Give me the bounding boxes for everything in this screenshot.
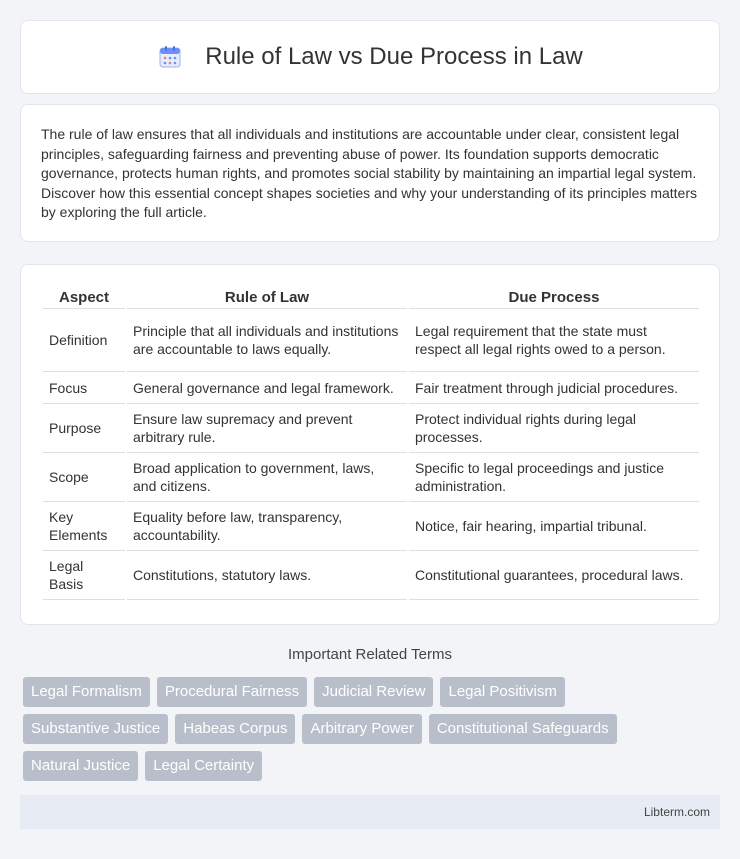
related-term-tag[interactable]: Substantive Justice [23,714,168,744]
intro-card [20,104,720,242]
due-process-cell: Legal requirement that the state must respect all legal rights owed to a person. [409,309,699,372]
header-aspect: Aspect [43,285,125,309]
related-term-tag[interactable]: Legal Positivism [440,677,564,707]
rule-of-law-cell: Ensure law supremacy and prevent arbitrary rule. [127,404,407,453]
table-row [43,502,699,551]
related-term-tag[interactable]: Judicial Review [314,677,433,707]
aspect-cell: Definition [43,309,125,372]
table-row [43,551,699,600]
rule-of-law-cell: Equality before law, transparency, accountability. [127,502,407,551]
aspect-cell: Focus [43,372,125,404]
footer-link[interactable]: Libterm.com [643,805,710,819]
aspect-cell: Legal Basis [43,551,125,600]
due-process-cell: Notice, fair hearing, impartial tribunal. [409,502,699,551]
due-process-cell: Fair treatment through judicial procedures. [409,372,699,404]
aspect-cell: Purpose [43,404,125,453]
comparison-card [20,264,720,625]
title-card [20,20,720,94]
due-process-cell: Constitutional guarantees, procedural laws. [409,551,699,600]
table-row [43,404,699,453]
due-process-cell: Protect individual rights during legal processes. [409,404,699,453]
related-term-tag[interactable]: Habeas Corpus [175,714,295,744]
related-term-tag[interactable]: Legal Formalism [23,677,150,707]
calendar-icon [157,44,183,70]
aspect-cell: Key Elements [43,502,125,551]
rule-of-law-cell: Broad application to government, laws, and citizens. [127,453,407,502]
page-title: Rule of Law vs Due Process in Law [205,43,583,70]
related-term-tag[interactable]: Legal Certainty [145,751,262,781]
related-term-tag[interactable]: Arbitrary Power [302,714,421,744]
footer [20,795,720,829]
table-row [43,372,699,404]
related-terms-list [23,677,723,788]
related-terms-title: Important Related Terms [288,646,452,663]
table-row [43,309,699,372]
rule-of-law-cell: General governance and legal framework. [127,372,407,404]
table-header-row [43,285,699,309]
table-row [43,453,699,502]
related-term-tag[interactable]: Natural Justice [23,751,138,781]
related-term-tag[interactable]: Constitutional Safeguards [429,714,617,744]
intro-text: The rule of law ensures that all individuals and institutions are accountable under clear, consistent legal principles, safeguarding fairness and preventing abuse of power. Its foundation supports democratic governance, protects human rights, and promotes social stability by maintaining an impartial legal system. Discover how this essential concept shapes societies and why your understanding of its principles matters by exploring the full article. [41,126,697,220]
rule-of-law-cell: Constitutions, statutory laws. [127,551,407,600]
due-process-cell: Specific to legal proceedings and justice administration. [409,453,699,502]
related-term-tag[interactable]: Procedural Fairness [157,677,307,707]
header-due-process: Due Process [409,285,699,309]
aspect-cell: Scope [43,453,125,502]
comparison-table [41,285,701,600]
header-rule-of-law: Rule of Law [127,285,407,309]
rule-of-law-cell: Principle that all individuals and institutions are accountable to laws equally. [127,309,407,372]
